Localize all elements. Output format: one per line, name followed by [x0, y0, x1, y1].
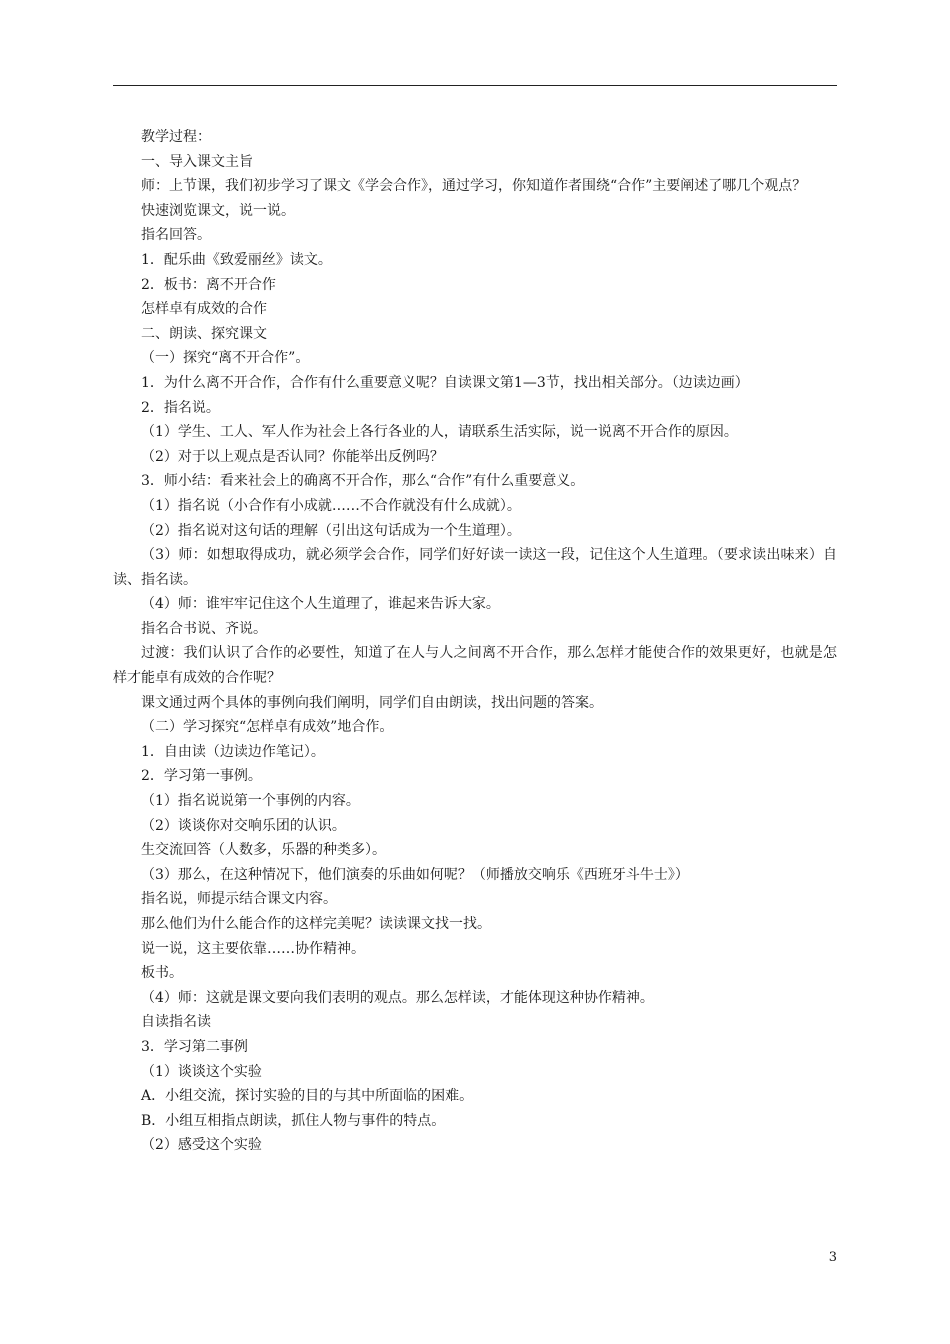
paragraph: （一）探究“离不开合作”。 [141, 350, 310, 367]
paragraph: 板书。 [141, 965, 183, 982]
paragraph: 1．配乐曲《致爱丽丝》读文。 [141, 251, 332, 268]
paragraph: 2．板书：离不开合作 [141, 276, 276, 293]
paragraph: 指名说，师提示结合课文内容。 [141, 891, 337, 908]
paragraph: 教学过程： [141, 129, 211, 145]
paragraph: （1）学生、工人、军人作为社会上各行各业的人，请联系生活实际，说一说离不开合作的原因。 [141, 424, 738, 441]
header-rule [113, 85, 837, 86]
paragraph: 一、导入课文主旨 [141, 153, 253, 170]
paragraph: （2）感受这个实验 [141, 1137, 262, 1154]
paragraph: （2）对于以上观点是否认同？你能举出反例吗？ [141, 448, 444, 465]
paragraph: 3．师小结：看来社会上的确离不开合作，那么“合作”有什么重要意义。 [141, 473, 585, 490]
paragraph: 自读指名读 [141, 1014, 211, 1031]
paragraph: （4）师：谁牢牢记住这个人生道理了，谁起来告诉大家。 [141, 596, 500, 613]
paragraph: （1）指名说说第一个事例的内容。 [141, 793, 360, 810]
paragraph: （1）谈谈这个实验 [141, 1063, 262, 1080]
paragraph: （1）指名说（小合作有小成就……不合作就没有什么成就）。 [141, 497, 521, 514]
paragraph: （2）谈谈你对交响乐团的认识。 [141, 817, 346, 834]
paragraph: 1．为什么离不开合作，合作有什么重要意义呢？自读课文第1—3节，找出相关部分。（边读边画） [141, 374, 749, 391]
paragraph: 过渡：我们认识了合作的必要性，知道了在人与人之间离不开合作，那么怎样才能使合作的效果更好，也就是怎样才能卓有成效的合作呢？ [113, 645, 837, 687]
document-body [113, 125, 837, 1158]
paragraph: （3）师：如想取得成功，就必须学会合作，同学们好好读一读这一段，记住这个人生道理。（要求读出味来）自读、指名读。 [113, 547, 837, 588]
paragraph: 2．指名说。 [141, 399, 220, 416]
paragraph: A．小组交流，探讨实验的目的与其中所面临的困难。 [141, 1088, 474, 1105]
paragraph: 二、朗读、探究课文 [141, 325, 267, 342]
paragraph: 3．学习第二事例 [141, 1038, 248, 1055]
paragraph: 指名回答。 [141, 227, 211, 244]
paragraph: 怎样卓有成效的合作 [141, 301, 267, 318]
paragraph: （2）指名说对这句话的理解（引出这句话成为一个生道理）。 [141, 522, 521, 539]
paragraph: B．小组互相指点朗读，抓住人物与事件的特点。 [141, 1112, 446, 1129]
page-number: 3 [828, 1250, 837, 1265]
paragraph: 1．自由读（边读边作笔记）。 [141, 743, 325, 760]
paragraph: （二）学习探究“怎样卓有成效”地合作。 [141, 719, 394, 736]
paragraph: 生交流回答（人数多，乐器的种类多）。 [141, 842, 386, 859]
paragraph: 说一说，这主要依靠……协作精神。 [141, 940, 365, 957]
paragraph: 指名合书说、齐说。 [141, 620, 267, 637]
paragraph: （4）师：这就是课文要向我们表明的观点。那么怎样读，才能体现这种协作精神。 [141, 989, 654, 1006]
paragraph: 2．学习第一事例。 [141, 768, 262, 785]
paragraph: 师：上节课，我们初步学习了课文《学会合作》，通过学习，你知道作者围绕“合作”主要阐述了哪几个观点？ [141, 178, 807, 195]
paragraph: 那么他们为什么能合作的这样完美呢？读读课文找一找。 [141, 916, 491, 932]
paragraph: 课文通过两个具体的事例向我们阐明，同学们自由朗读，找出问题的答案。 [141, 694, 603, 711]
paragraph: （3）那么，在这种情况下，他们演奏的乐曲如何呢？（师播放交响乐《西班牙斗牛士》） [141, 866, 689, 883]
paragraph: 快速浏览课文，说一说。 [141, 202, 295, 219]
